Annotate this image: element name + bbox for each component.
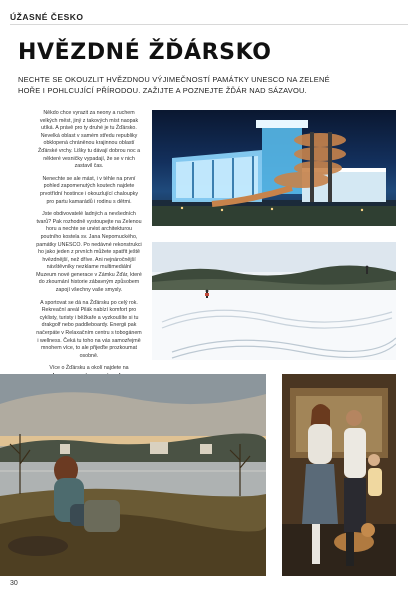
- section-divider: [10, 24, 408, 25]
- article-body: [36, 110, 142, 386]
- page-title: HVĚZDNÉ ŽĎÁRSKO: [18, 40, 272, 65]
- article-paragraph: Jste obdivovatelé ladných a nevšedních tvarů? Pak rozhodně vystoupejte na Zelenou horu a nechte se unést architekturou poutního kostela sv. Jana Nepomuckého, památky UNESCO. Po nedávné rekonstrukci ho jako jeden z prvních můžete spatřit ještě hvězdnější, než dříve. Ani nejnáročnější návštěvníky nezklame multimediální Muzeum nové generace v Zámku Žďár, které do zkoumání historie zábavným způsobem zapojí všechny vaše smysly.: [36, 211, 142, 294]
- article-paragraph: A sportovat se dá na Žďársku po celý rok. Rekreační areál Pilák nabízí komfort pro cyklisty, turisty i běžkaře a vyzkoušíte si tu drakgolf nebo paddleboardy. Energii pak načerpáte v Relaxačním centru s tobogánem i wellness. Čeká tu toho na vás samozřejmě mnohem více, to ale přijeďte prozkoumat osobně.: [36, 299, 142, 359]
- lake-view-photo: [0, 374, 266, 576]
- page-number: 30: [10, 580, 18, 587]
- article-paragraph: Někdo chce vyrazit za neony a ruchem velkých měst, jiný z takových míst naopak utíká. A právě pro ty druhé je tu Žďársko. Nevelká oblast v samém středu republiky obklopená chráněnou krajinnou oblastí Žďárské vrchy. Lišky tu dávají dobrou noc a některé vesničky vypadají, že se v nich zastavil čas.: [37, 110, 141, 170]
- more-info-prefix: Více o Žďársku a okolí najdete na: [49, 365, 129, 372]
- winter-skiing-photo: [152, 242, 396, 360]
- article-lead: NECHTE SE OKOUZLIT HVĚZDNOU VÝJIMEČNOSTÍ PAMÁTKY UNESCO NA ZELENÉ HOŘE I POHLCUJÍCÍ PŘÍRODOU. ZAŽIJTE A POZNEJTE ŽĎÁR NAD SÁZAVOU.: [18, 75, 330, 95]
- museum-family-photo: [282, 374, 396, 576]
- article-paragraph: Nenechte se ale mást, i v téhle na první pohled zapomenutých koutech najdete prvotřídní hostince i okouzlující chaloupky pro partu kamarádů i rodinu s dětmi.: [39, 175, 139, 205]
- aquapark-photo: [152, 110, 396, 226]
- section-tag: ÚŽASNÉ ČESKO: [10, 12, 84, 22]
